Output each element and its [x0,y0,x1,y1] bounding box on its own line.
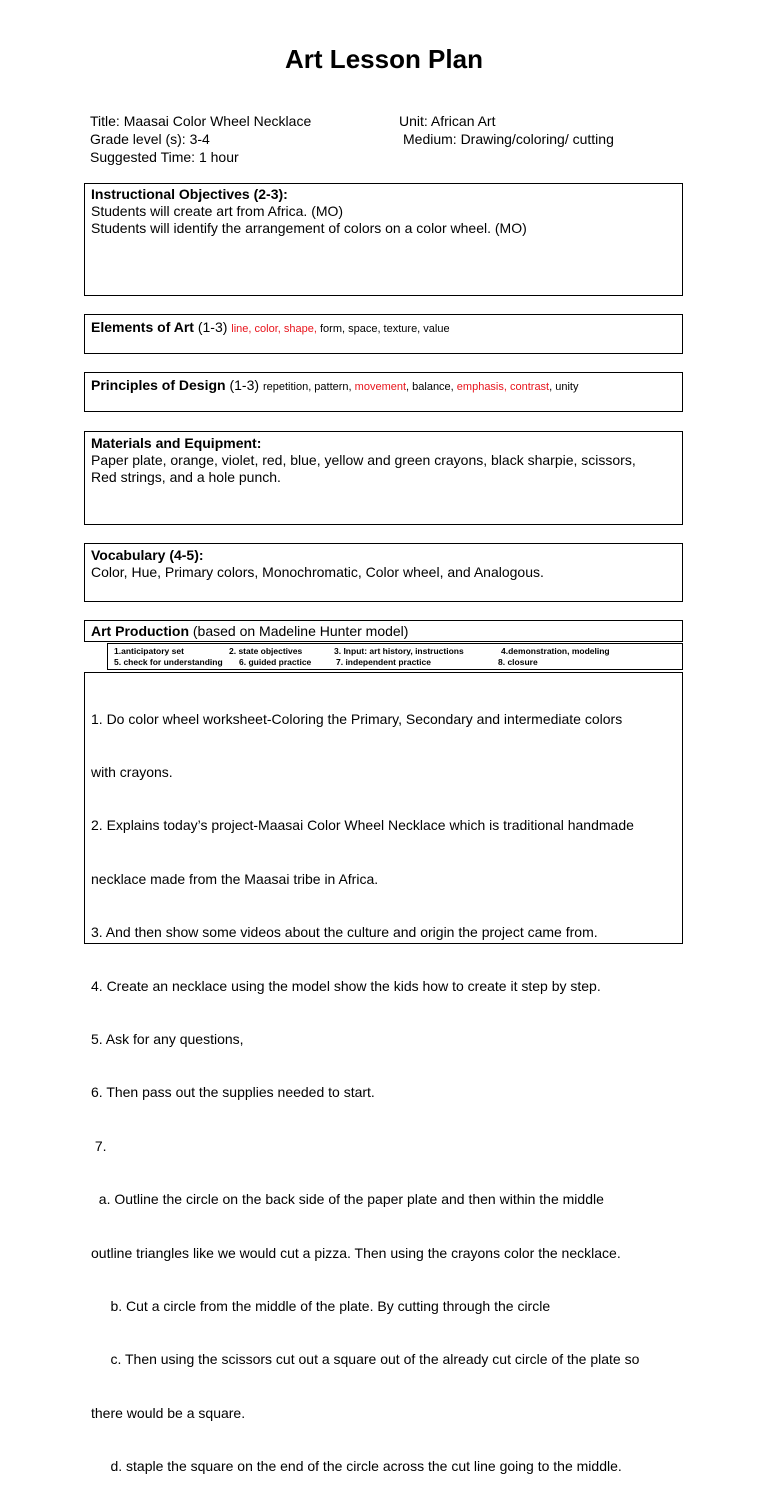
objective-line: Students will create art from Africa. (MO) [91,203,344,219]
production-line: c. Then using the scissors cut out a square out of the already cut circle of the plate so [91,1351,640,1368]
vocabulary-heading: Vocabulary (4-5): [91,547,204,563]
production-line: necklace made from the Maasai tribe in Africa. [91,870,379,887]
production-line: 5. Ask for any questions, [91,1030,244,1047]
principle-item: , unity [549,381,579,393]
production-line: 2. Explains today’s project-Maasai Color Wheel Necklace which is traditional handmade [91,817,634,834]
step-label: 5. check for understanding [114,657,223,667]
objective-line: Students will identify the arrangement of colors on a color wheel. (MO) [91,220,527,236]
production-line: outline triangles like we would cut a pizza. Then using the crayons color the necklace. [91,1244,621,1261]
principle-item-selected: emphasis, contrast [456,381,550,393]
steps-legend-box [107,643,683,670]
elements-unselected: form, space, texture, value [316,323,450,335]
principles-box [84,372,683,412]
elements-range: (1-3) [193,319,232,335]
production-subheading: (based on Madeline Hunter model) [189,623,409,639]
elements-heading: Elements of Art [91,319,194,335]
materials-heading: Materials and Equipment: [91,435,262,451]
principle-item-selected: movement [354,381,407,393]
production-line: 3. And then show some videos about the culture and origin the project came from. [91,924,598,941]
step-label: 6. guided practice [239,657,312,667]
production-line: 4. Create an necklace using the model show the kids how to create it step by step. [91,977,601,994]
production-line: with crayons. [91,763,173,780]
principles-range: (1-3) [225,377,263,393]
page-title: Art Lesson Plan [285,44,483,74]
step-label: 7. independent practice [336,657,431,667]
production-line: there would be a square. [91,1404,246,1421]
elements-selected: line, color, shape, [231,323,317,335]
production-line: b. Cut a circle from the middle of the plate. By cutting through the circle [91,1297,551,1314]
production-heading: Art Production [91,623,189,639]
production-line: d. staple the square on the end of the circle across the cut line going to the middle. [91,1458,622,1475]
vocabulary-text: Color, Hue, Primary colors, Monochromatic, Color wheel, and Analogous. [91,564,544,580]
elements-box [84,314,683,354]
materials-line: Paper plate, orange, violet, red, blue, yellow and green crayons, black sharpie, scissors, [91,452,636,468]
materials-box [84,431,683,525]
principle-item: , balance, [406,381,457,393]
step-label: 1.anticipatory set [114,646,184,656]
objectives-heading: Instructional Objectives (2-3): [91,186,288,202]
production-line: 1. Do color wheel worksheet-Coloring the Primary, Secondary and intermediate colors [91,710,623,727]
lesson-unit: Unit: African Art [399,113,496,129]
step-label: 3. Input: art history, instructions [334,646,464,656]
production-line: 6. Then pass out the supplies needed to start. [91,1084,375,1101]
step-label: 4.demonstration, modeling [501,646,610,656]
step-label: 2. state objectives [229,646,303,656]
materials-line: Red strings, and a hole punch. [91,469,281,485]
vocabulary-box [84,543,683,602]
grade-level: Grade level (s): 3-4 [90,131,210,147]
suggested-time: Suggested Time: 1 hour [90,149,239,165]
principles-heading: Principles of Design [91,377,226,393]
lesson-title: Title: Maasai Color Wheel Necklace [90,113,312,129]
production-line: a. Outline the circle on the back side of the paper plate and then within the middle [91,1191,604,1208]
principle-item: repetition, pattern, [262,381,355,393]
production-steps-box [84,672,683,1475]
production-line: 7. [91,1137,107,1154]
production-heading-box [84,620,683,642]
step-label: 8. closure [498,657,538,667]
medium: Medium: Drawing/coloring/ cutting [403,131,614,147]
objectives-box [84,183,683,296]
